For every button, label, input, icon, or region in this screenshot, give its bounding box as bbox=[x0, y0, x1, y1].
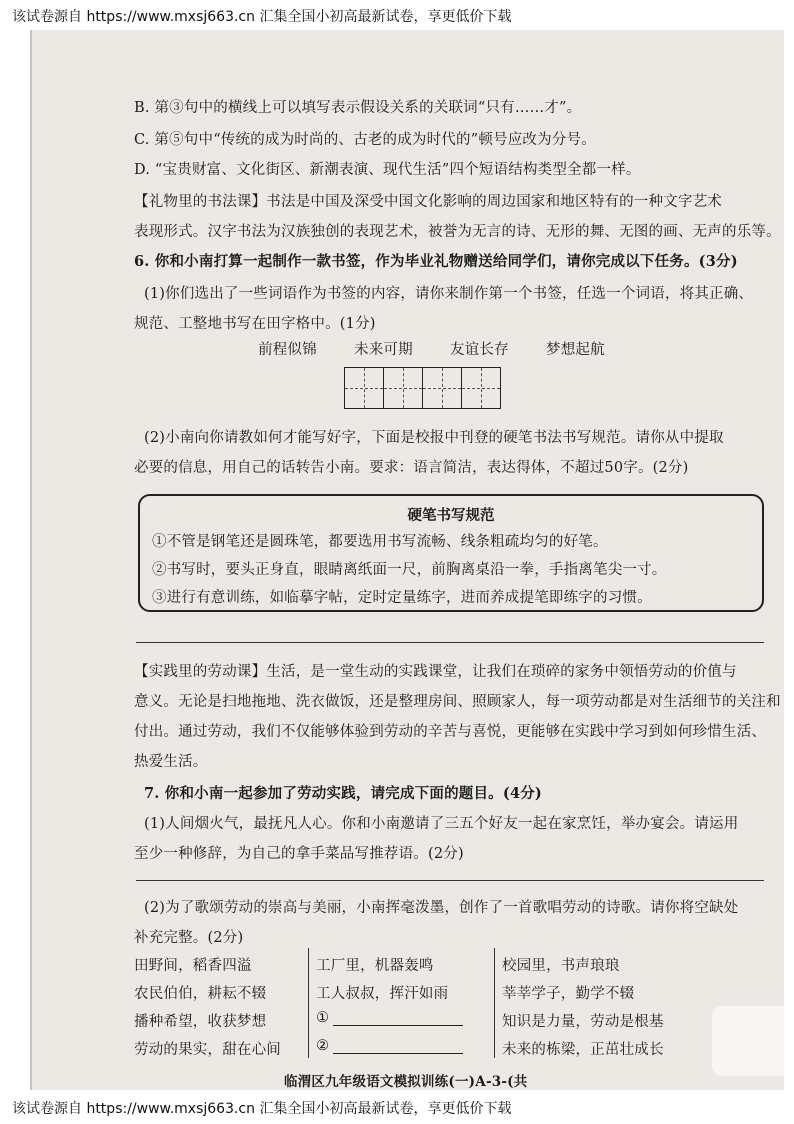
option-d: D. “宝贵财富、文化街区、新潮表演、现代生活”四个短语结构类型全都一样。 bbox=[134, 162, 641, 178]
poem-line: 播种希望，收获梦想 bbox=[134, 1014, 267, 1030]
labor-intro-line-3: 付出。通过劳动，我们不仅能够体验到劳动的辛苦与喜悦，更能够在实践中学习到如何珍惜生活、 bbox=[134, 724, 767, 740]
option-b: B. 第③句中的横线上可以填写表示假设关系的关联词“只有……才”。 bbox=[134, 100, 582, 116]
poem-line: 莘莘学子，勤学不辍 bbox=[502, 986, 635, 1002]
paper-glare bbox=[712, 1006, 784, 1076]
tianzige-grid[interactable] bbox=[344, 367, 501, 409]
answer-line[interactable] bbox=[136, 642, 764, 643]
option-c: C. 第⑤句中“传统的成为时尚的、古老的成为时代的”顿号应改为分号。 bbox=[134, 132, 596, 148]
grid-cell[interactable] bbox=[345, 368, 384, 408]
poem-line: 未来的栋梁，正茁壮成长 bbox=[502, 1042, 664, 1058]
grid-cell[interactable] bbox=[462, 368, 500, 408]
question-7-2-line-1: (2)为了歌颂劳动的崇高与美丽，小南挥毫泼墨，创作了一首歌唱劳动的诗歌。请你将空缺处 bbox=[144, 900, 739, 916]
labor-intro-line-4: 热爱生活。 bbox=[134, 754, 208, 770]
blank-marker: ① bbox=[316, 1010, 330, 1026]
poem-blank-1[interactable] bbox=[316, 1010, 463, 1026]
labor-intro-line-1: 【实践里的劳动课】生活，是一堂生动的实践课堂，让我们在琐碎的家务中领悟劳动的价值与 bbox=[134, 664, 737, 680]
question-6-2-line-2: 必要的信息，用自己的话转告小南。要求：语言简洁，表达得体，不超过50字。(2分) bbox=[134, 460, 689, 476]
labor-intro-line-2: 意义。无论是扫地拖地、洗衣做饭，还是整理房间、照顾家人，每一项劳动都是对生活细节的关注和 bbox=[134, 694, 781, 710]
box-rule-item: ②书写时，要头正身直，眼睛离纸面一尺，前胸离桌沿一拳，手指离笔尖一寸。 bbox=[152, 562, 667, 578]
calligraphy-intro-line-1: 【礼物里的书法课】书法是中国及深受中国文化影响的周边国家和地区特有的一种文字艺术 bbox=[134, 194, 722, 210]
poem-column-divider bbox=[308, 948, 309, 1058]
grid-cell[interactable] bbox=[384, 368, 423, 408]
question-6: 6. 你和小南打算一起制作一款书签，作为毕业礼物赠送给同学们，请你完成以下任务。(3分) bbox=[134, 253, 738, 270]
source-banner-top: 该试卷源自 https://www.mxsj663.cn 汇集全国小初高最新试卷，享更低价下载 bbox=[12, 9, 512, 25]
question-7: 7. 你和小南一起参加了劳动实践，请完成下面的题目。(4分) bbox=[144, 785, 542, 802]
exam-paper bbox=[30, 30, 784, 1090]
question-6-1-line-1: (1)你们选出了一些词语作为书签的内容，请你来制作第一个书签，任选一个词语，将其正确、 bbox=[144, 286, 754, 302]
grid-cell[interactable] bbox=[423, 368, 462, 408]
phrase-option: 前程似锦 bbox=[258, 342, 317, 358]
poem-line: 农民伯伯，耕耘不辍 bbox=[134, 986, 267, 1002]
poem-line: 劳动的果实，甜在心间 bbox=[134, 1042, 281, 1058]
page-footer: 临渭区九年级语文模拟训练(一)A-3-(共 bbox=[284, 1074, 528, 1090]
phrase-option: 未来可期 bbox=[354, 342, 413, 358]
phrase-option: 梦想起航 bbox=[546, 342, 605, 358]
handwriting-rules-box bbox=[138, 494, 764, 612]
poem-column-divider bbox=[494, 948, 495, 1058]
source-banner-bottom: 该试卷源自 https://www.mxsj663.cn 汇集全国小初高最新试卷，享更低价下载 bbox=[12, 1101, 512, 1117]
box-rule-item: ③进行有意训练，如临摹字帖，定时定量练字，进而养成提笔即练字的习惯。 bbox=[152, 590, 652, 606]
question-6-1-line-2: 规范、工整地书写在田字格中。(1分) bbox=[134, 316, 376, 332]
poem-blank-2[interactable] bbox=[316, 1038, 463, 1054]
answer-line[interactable] bbox=[136, 880, 764, 881]
question-6-2-line-1: (2)小南向你请教如何才能写好字，下面是校报中刊登的硬笔书法书写规范。请你从中提取 bbox=[144, 430, 724, 446]
blank-marker: ② bbox=[316, 1038, 330, 1054]
poem-line: 工人叔叔，挥汗如雨 bbox=[316, 986, 449, 1002]
box-title: 硬笔书写规范 bbox=[407, 507, 495, 524]
phrase-option: 友谊长存 bbox=[450, 342, 509, 358]
fill-blank[interactable] bbox=[333, 1039, 463, 1054]
poem-line: 工厂里，机器轰鸣 bbox=[316, 958, 434, 974]
poem-line: 田野间，稻香四溢 bbox=[134, 958, 252, 974]
question-7-2-line-2: 补充完整。(2分) bbox=[134, 930, 244, 946]
question-7-1-line-1: (1)人间烟火气，最抚凡人心。你和小南邀请了三五个好友一起在家烹饪，举办宴会。请运用 bbox=[144, 816, 739, 832]
fill-blank[interactable] bbox=[333, 1011, 463, 1026]
poem-line: 知识是力量，劳动是根基 bbox=[502, 1014, 664, 1030]
box-rule-item: ①不管是钢笔还是圆珠笔，都要选用书写流畅、线条粗疏均匀的好笔。 bbox=[152, 534, 608, 550]
question-7-1-line-2: 至少一种修辞，为自己的拿手菜品写推荐语。(2分) bbox=[134, 846, 464, 862]
poem-line: 校园里，书声琅琅 bbox=[502, 958, 620, 974]
calligraphy-intro-line-2: 表现形式。汉字书法为汉族独创的表现艺术，被誉为无言的诗、无形的舞、无图的画、无声的乐等。 bbox=[134, 224, 781, 240]
